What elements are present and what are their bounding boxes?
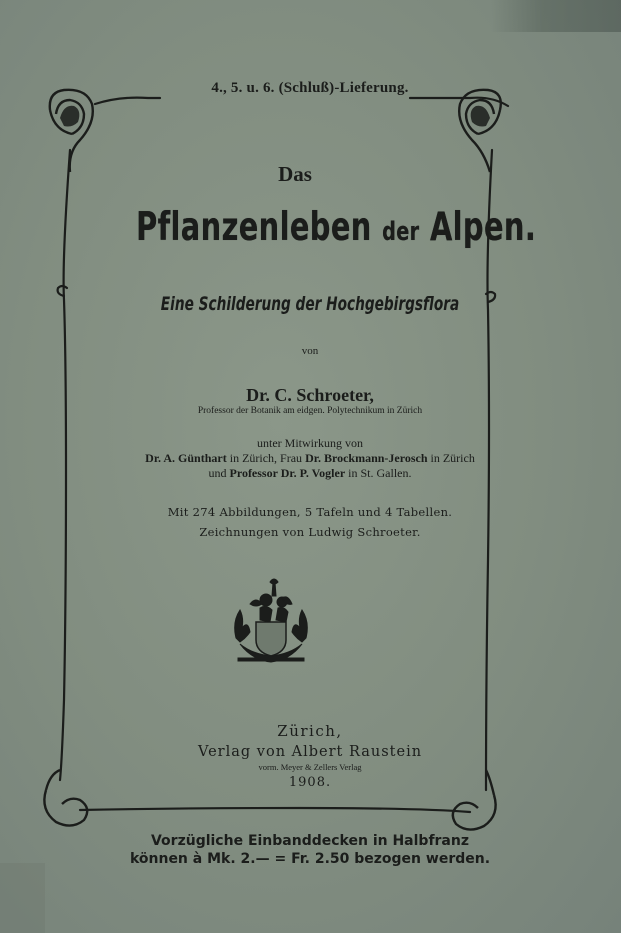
collaborator-brockmann: Dr. Brockmann-Jerosch: [305, 451, 428, 465]
collaborator-vogler-location: in St. Gallen.: [345, 466, 412, 480]
illustrations-count: Mit 274 Abbildungen, 5 Tafeln und 4 Tabellen.: [167, 505, 453, 519]
author-name: Dr. C. Schroeter,: [246, 385, 374, 405]
by-label: von: [301, 345, 319, 357]
title-word-alpen: Alpen.: [429, 205, 537, 250]
binding-notice-line-1: Vorzügliche Einbanddecken in Halbfranz: [150, 833, 469, 849]
title-article: Das: [278, 162, 312, 186]
author-role: Professor der Botanik am eidgen. Polytechnikum in Zürich: [197, 406, 423, 416]
imprint-publisher-former: vorm. Meyer & Zellers Verlag: [258, 762, 362, 772]
drawings-credit: Zeichnungen von Ludwig Schroeter.: [199, 525, 421, 539]
collaborator-and: und: [208, 466, 230, 480]
collaborators-line-1: [60, 451, 560, 466]
main-title: [136, 205, 537, 250]
collaborator-location: in Zürich: [427, 451, 475, 465]
imprint-city: Zürich,: [277, 722, 343, 740]
publisher-emblem-icon: [226, 578, 316, 666]
collaborator-connector: in Zürich, Frau: [226, 451, 306, 465]
collaborator-guenthart: Dr. A. Günthart: [145, 451, 227, 465]
collaboration-intro: unter Mitwirkung von: [257, 436, 363, 450]
installment-label: 4., 5. u. 6. (Schluß)-Lieferung.: [211, 80, 409, 96]
collaborators-line-2: [60, 466, 560, 481]
collaborator-vogler: Professor Dr. P. Vogler: [229, 466, 346, 480]
imprint-year: 1908.: [288, 775, 332, 790]
imprint-publisher: Verlag von Albert Raustein: [197, 744, 423, 760]
subtitle: Eine Schilderung der Hochgebirgsflora: [160, 293, 460, 315]
title-word-pflanzenleben: Pflanzenleben: [136, 205, 372, 250]
title-word-der: der: [382, 217, 420, 247]
binding-notice-line-2: können à Mk. 2.— = Fr. 2.50 bezogen werden.: [129, 851, 491, 867]
